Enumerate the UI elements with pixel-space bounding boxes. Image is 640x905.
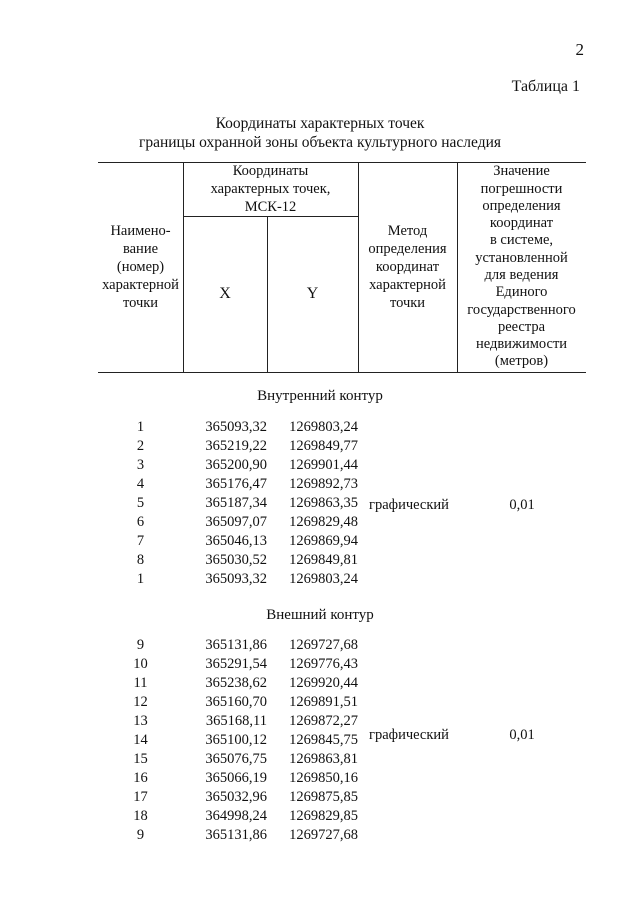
header-bottom-border xyxy=(98,372,586,373)
inner-contour-title: Внутренний контур xyxy=(257,388,383,404)
table-row: 9 365131,86 1269727,68 xyxy=(136,637,358,653)
inner-contour-method: графический xyxy=(369,497,449,513)
table-row: 12 365160,70 1269891,51 xyxy=(133,694,358,710)
table-row: 7 365046,13 1269869,94 xyxy=(136,533,358,549)
table-row: 9 365131,86 1269727,68 xyxy=(136,827,358,843)
table-row: 1 365093,32 1269803,24 xyxy=(136,419,358,435)
coords-column-header: Координаты характерных точек, МСК-12 xyxy=(210,163,331,215)
table-row: 13 365168,11 1269872,27 xyxy=(133,713,358,729)
table-row: 4 365176,47 1269892,73 xyxy=(136,476,358,492)
table-row: 11 365238,62 1269920,44 xyxy=(133,675,358,691)
table-title-line-1: Координаты характерных точек xyxy=(215,115,425,132)
table-row: 14 365100,12 1269845,75 xyxy=(133,732,358,748)
table-row: 8 365030,52 1269849,81 xyxy=(136,552,358,568)
outer-contour-method: графический xyxy=(369,727,449,743)
table-title-line-2: границы охранной зоны объекта культурного наследия xyxy=(138,134,502,151)
table-row: 1 365093,32 1269803,24 xyxy=(136,571,358,587)
table-row: 18 364998,24 1269829,85 xyxy=(133,808,358,824)
table-row: 5 365187,34 1269863,35 xyxy=(136,495,358,511)
page-number: 2 xyxy=(575,40,584,59)
table-row: 2 365219,22 1269849,77 xyxy=(136,438,358,454)
outer-contour-title: Внешний контур xyxy=(266,607,374,623)
x-column-header: X xyxy=(219,285,231,302)
name-column-header: Наимено- вание (номер) характерной точки xyxy=(102,223,179,311)
table-caption: Таблица 1 xyxy=(511,78,580,95)
table-row: 16 365066,19 1269850,16 xyxy=(133,770,358,786)
table-row: 3 365200,90 1269901,44 xyxy=(136,457,358,473)
table-header xyxy=(98,162,586,373)
table-row: 6 365097,07 1269829,48 xyxy=(136,514,358,530)
table-row: 15 365076,75 1269863,81 xyxy=(133,751,358,767)
inner-contour-error: 0,01 xyxy=(509,497,535,513)
table-row: 10 365291,54 1269776,43 xyxy=(133,656,358,672)
method-column-header: Метод определения координат характерной точки xyxy=(368,223,447,311)
y-column-header: Y xyxy=(306,285,319,302)
error-column-header: Значение погрешности определения координат в системе, установленной для ведения Единого государственного реестра недвижимости (метров) xyxy=(467,163,576,370)
table-row: 17 365032,96 1269875,85 xyxy=(133,789,358,805)
outer-contour-error: 0,01 xyxy=(509,727,535,743)
